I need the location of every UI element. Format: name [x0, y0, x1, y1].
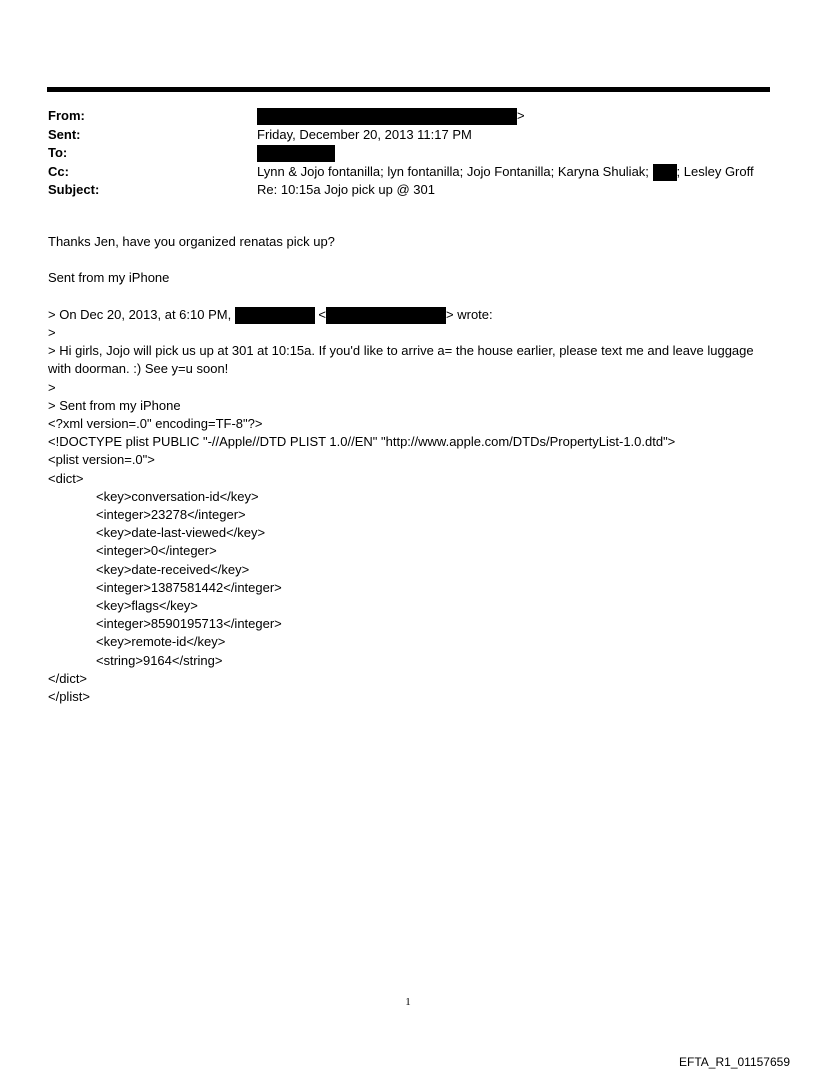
redaction-box: [326, 307, 446, 324]
plist-item: <key>flags</key>: [96, 598, 198, 614]
quote-blank-line: >: [48, 324, 56, 340]
to-row: [48, 144, 768, 163]
plist-item: <key>date-received</key>: [96, 561, 250, 577]
plist-item: <integer>23278</integer>: [96, 507, 246, 523]
sent-value: Friday, December 20, 2013 11:17 PM: [257, 126, 472, 142]
redaction-box: [653, 164, 677, 181]
dict-close-tag: </dict>: [48, 670, 88, 686]
sent-row: [48, 126, 768, 145]
page-number: 1: [405, 996, 411, 1008]
subject-label: Subject:: [48, 182, 100, 197]
plist-item: <integer>1387581442</integer>: [96, 579, 282, 595]
dict-open-tag: <dict>: [48, 470, 84, 486]
sent-label: Sent:: [48, 126, 81, 142]
from-row: [48, 107, 768, 126]
subject-row: [48, 181, 768, 200]
quote-attribution: [48, 306, 768, 324]
to-label: To:: [48, 145, 68, 160]
email-body: [48, 233, 768, 706]
to-value: [257, 144, 768, 163]
cc-label: Cc:: [48, 163, 69, 179]
plist-item: <integer>8590195713</integer>: [96, 616, 282, 632]
plist-open-tag: <plist version=.0">: [48, 452, 155, 468]
plist-item: <integer>0</integer>: [96, 543, 217, 559]
quote-signature: > Sent from my iPhone: [48, 397, 181, 413]
quote-message: > Hi girls, Jojo will pick us up at 301 at 10:15a. If you'd like to arrive a= the house earlier, please text me and leave luggage with doorman. :) See y=u soon!: [48, 343, 754, 377]
quote-attribution-prefix: > On Dec 20, 2013, at 6:10 PM,: [48, 306, 235, 322]
plist-close-tag: </plist>: [48, 689, 90, 705]
plist-item: <key>remote-id</key>: [96, 634, 226, 650]
redaction-box: [257, 108, 517, 125]
xml-declaration: <?xml version=.0" encoding=TF-8"?>: [48, 416, 263, 431]
redaction-box: [235, 307, 315, 324]
plist-item: <key>date-last-viewed</key>: [96, 525, 266, 541]
redaction-box: [257, 145, 335, 162]
from-value: [257, 107, 768, 126]
subject-value: Re: 10:15a Jojo pick up @ 301: [257, 182, 435, 197]
reply-text: Thanks Jen, have you organized renatas pick up?: [48, 234, 335, 249]
plist-doctype: <!DOCTYPE plist PUBLIC "-//Apple//DTD PLIST 1.0//EN" "http://www.apple.com/DTDs/PropertyList-1.0.dtd">: [48, 434, 676, 450]
quote-blank-line: >: [48, 379, 56, 395]
from-label: From:: [48, 108, 85, 123]
reply-signature: Sent from my iPhone: [48, 270, 170, 286]
plist-item: <key>conversation-id</key>: [96, 488, 259, 504]
header-divider: [47, 87, 770, 92]
cc-value-part2: ; Lesley Groff: [676, 163, 754, 179]
cc-value: [257, 163, 768, 182]
cc-row: [48, 163, 768, 182]
quote-attribution-suffix: > wrote:: [446, 306, 493, 322]
cc-value-part1: Lynn & Jojo fontanilla; lyn fontanilla; Jojo Fontanilla; Karyna Shuliak;: [257, 163, 653, 179]
from-value-suffix: >: [517, 108, 525, 123]
email-header: [48, 107, 768, 200]
bates-number: EFTA_R1_01157659: [679, 1055, 790, 1069]
quote-attribution-mid: <: [314, 306, 327, 322]
plist-item: <string>9164</string>: [96, 652, 223, 668]
